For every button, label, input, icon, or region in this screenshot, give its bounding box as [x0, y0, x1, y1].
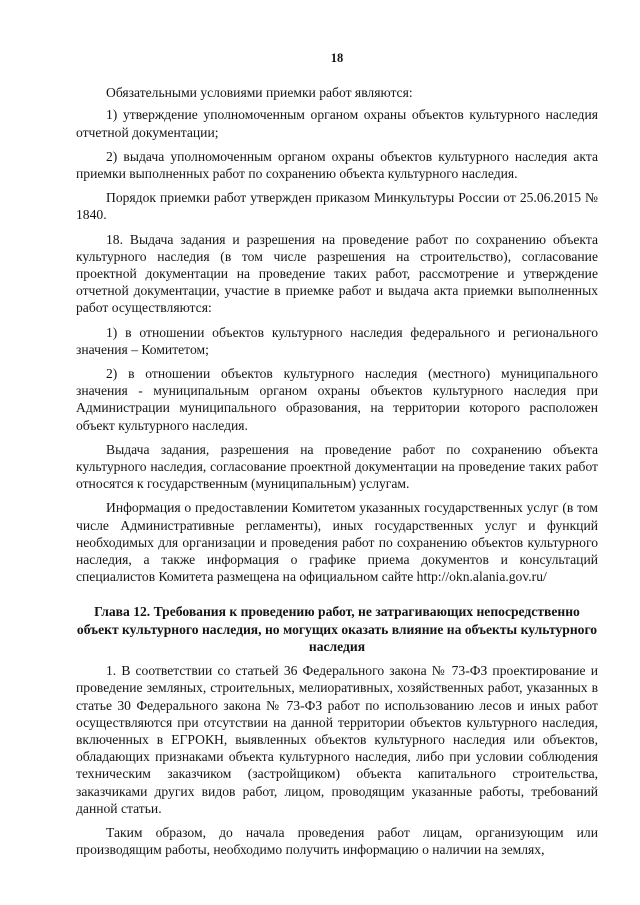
paragraph-article-36: 1. В соответствии со статьей 36 Федерального закона № 73-ФЗ проектирование и проведение земляных, строительных, мелиоративных, хозяйственных работ, указанных в статье 30 Федерального закона № 73-ФЗ работ по использованию лесов и иных работ осуществляются при отсутствии на данной территории объектов культурного наследия, включенных в ЕГРОКН, выявленных объектов культурного наследия или объектов, обладающих признаками объекта культурного наследия, либо при условии соблюдения техническим заказчиком (застройщиком) объекта капитального строительства, заказчиками других видов работ, лицом, проводящим указанные работы, требований данной статьи. — [76, 663, 598, 816]
paragraph-condition-2: 2) выдача уполномоченным органом охраны объектов культурного наследия акта приемки выполненных работ по сохранению объекта культурного наследия. — [76, 148, 598, 182]
paragraph-item-18: 18. Выдача задания и разрешения на проведение работ по сохранению объекта культурного наследия (в том числе разрешения на строительство), согласование проектной документации на проведение таких работ, рассмотрение и утверждение отчетной документации, участие в приемке работ и выдача акта приемки выполненных работ осуществляются: — [76, 231, 598, 316]
page-number: 18 — [330, 51, 344, 65]
paragraph-state-services: Выдача задания, разрешения на проведение работ по сохранению объекта культурного наследия, согласование проектной документации на проведение таких работ относятся к государственным (муниципальным) услугам. — [76, 441, 598, 492]
chapter-12-heading: Глава 12. Требования к проведению работ, не затрагивающих непосредственно объект культурного наследия, но могущих оказать влияние на объекты культурного наследия — [76, 604, 598, 654]
paragraph-acceptance-conditions: Обязательными условиями приемки работ являются: — [106, 85, 413, 101]
paragraph-conclusion: Таким образом, до начала проведения работ лицам, организующим или производящим работы, необходимо получить информацию о наличии на землях, — [76, 824, 598, 858]
paragraph-federal-regional: 1) в отношении объектов культурного наследия федерального и регионального значения – Комитетом; — [76, 324, 598, 357]
paragraph-information: Информация о предоставлении Комитетом указанных государственных услуг (в том числе Административные регламенты), иных государственных услуг и функций необходимых для организации и проведения работ по сохранению объектов культурного наследия, а также информация о графике приема документов и консультаций специалистов Комитета размещена на официальном сайте http://okn.alania.gov.ru/ — [76, 500, 598, 585]
paragraph-condition-1: 1) утверждение уполномоченным органом охраны объектов культурного наследия отчетной документации; — [76, 107, 598, 140]
paragraph-municipal: 2) в отношении объектов культурного наследия (местного) муниципального значения - муниципальным органом охраны объектов культурного наследия при Администрации муниципального образования, на территории которого расположен объект культурного наследия. — [76, 366, 598, 433]
paragraph-acceptance-order: Порядок приемки работ утвержден приказом Минкультуры России от 25.06.2015 № 1840. — [76, 190, 598, 223]
